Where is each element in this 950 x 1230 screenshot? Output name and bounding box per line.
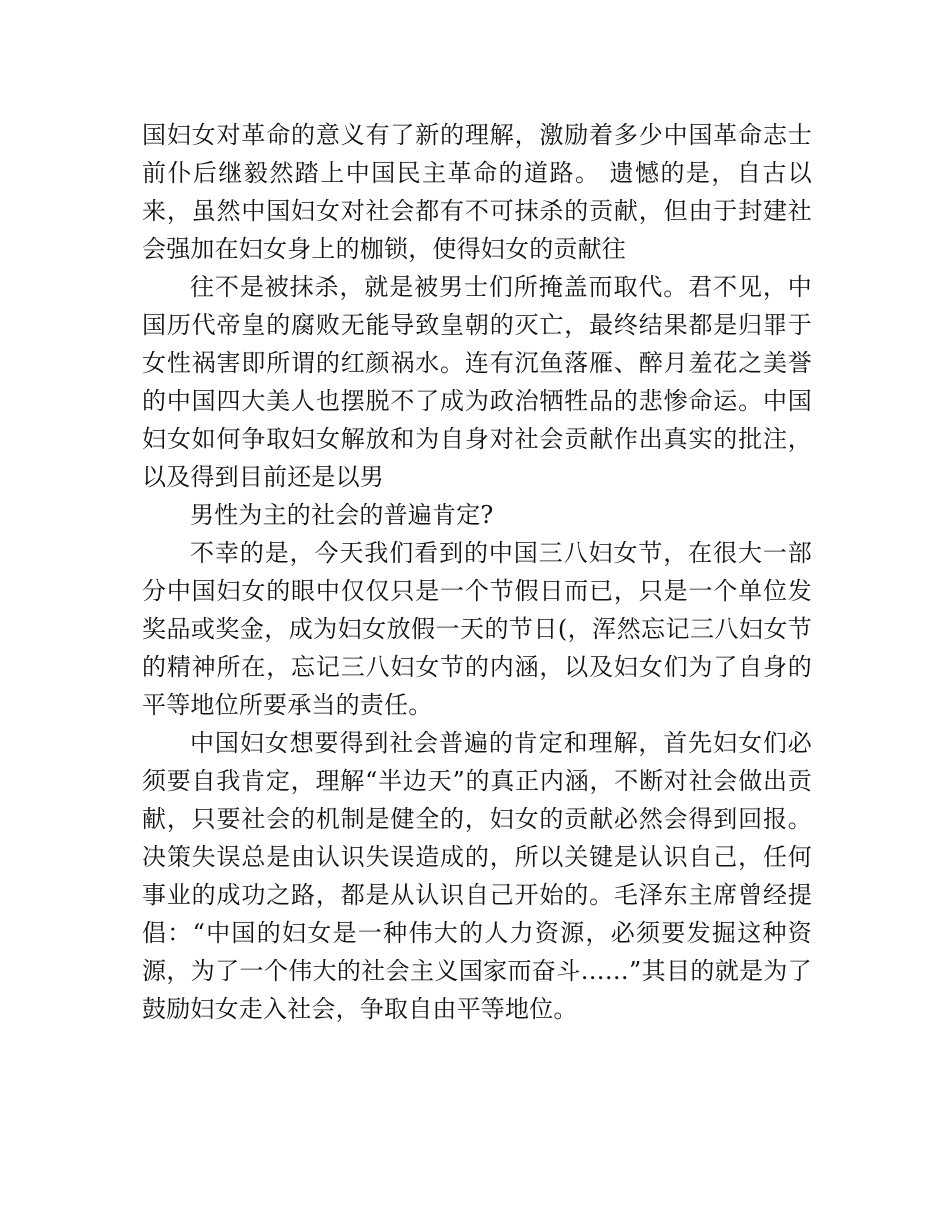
paragraph-3: 男性为主的社会的普遍肯定? — [190, 501, 494, 529]
paragraph-1: 国妇女对革命的意义有了新的理解，激励着多少中国革命志士前仆后继毅然踏上中国民主革命的道路。 遗憾的是，自古以来，虽然中国妇女对社会都有不可抹杀的贡献，但由于封建社会强加在妇女身上的枷锁，使得妇女的贡献往 — [142, 121, 812, 263]
paragraph-2: 往不是被抹杀，就是被男士们所掩盖而取代。君不见，中国历代帝皇的腐败无能导致皇朝的灭亡，最终结果都是归罪于女性祸害即所谓的红颜祸水。连有沉鱼落雁、醉月羞花之美誉的中国四大美人也摆脱不了成为政治牺牲品的悲惨命运。中国妇女如何争取妇女解放和为自身对社会贡献作出真实的批注，以及得到目前还是以男 — [142, 273, 812, 491]
paragraph-4: 不幸的是，今天我们看到的中国三八妇女节，在很大一部分中国妇女的眼中仅仅只是一个节假日而已，只是一个单位发奖品或奖金，成为妇女放假一天的节日(，浑然忘记三八妇女节的精神所在，忘记三八妇女节的内涵，以及妇女们为了自身的平等地位所要承当的责任。 — [142, 539, 812, 719]
paragraph-5: 中国妇女想要得到社会普遍的肯定和理解，首先妇女们必须要自我肯定，理解“半边天”的真正内涵，不断对社会做出贡献，只要社会的机制是健全的，妇女的贡献必然会得到回报。决策失误总是由认识失误造成的，所以关键是认识自己，任何事业的成功之路，都是从认识自己开始的。毛泽东主席曾经提倡：“中国的妇女是一种伟大的人力资源，必须要发掘这种资源，为了一个伟大的社会主义国家而奋斗……”其目的就是为了鼓励妇女走入社会，争取自由平等地位。 — [142, 729, 812, 1023]
document-page — [142, 116, 812, 1028]
